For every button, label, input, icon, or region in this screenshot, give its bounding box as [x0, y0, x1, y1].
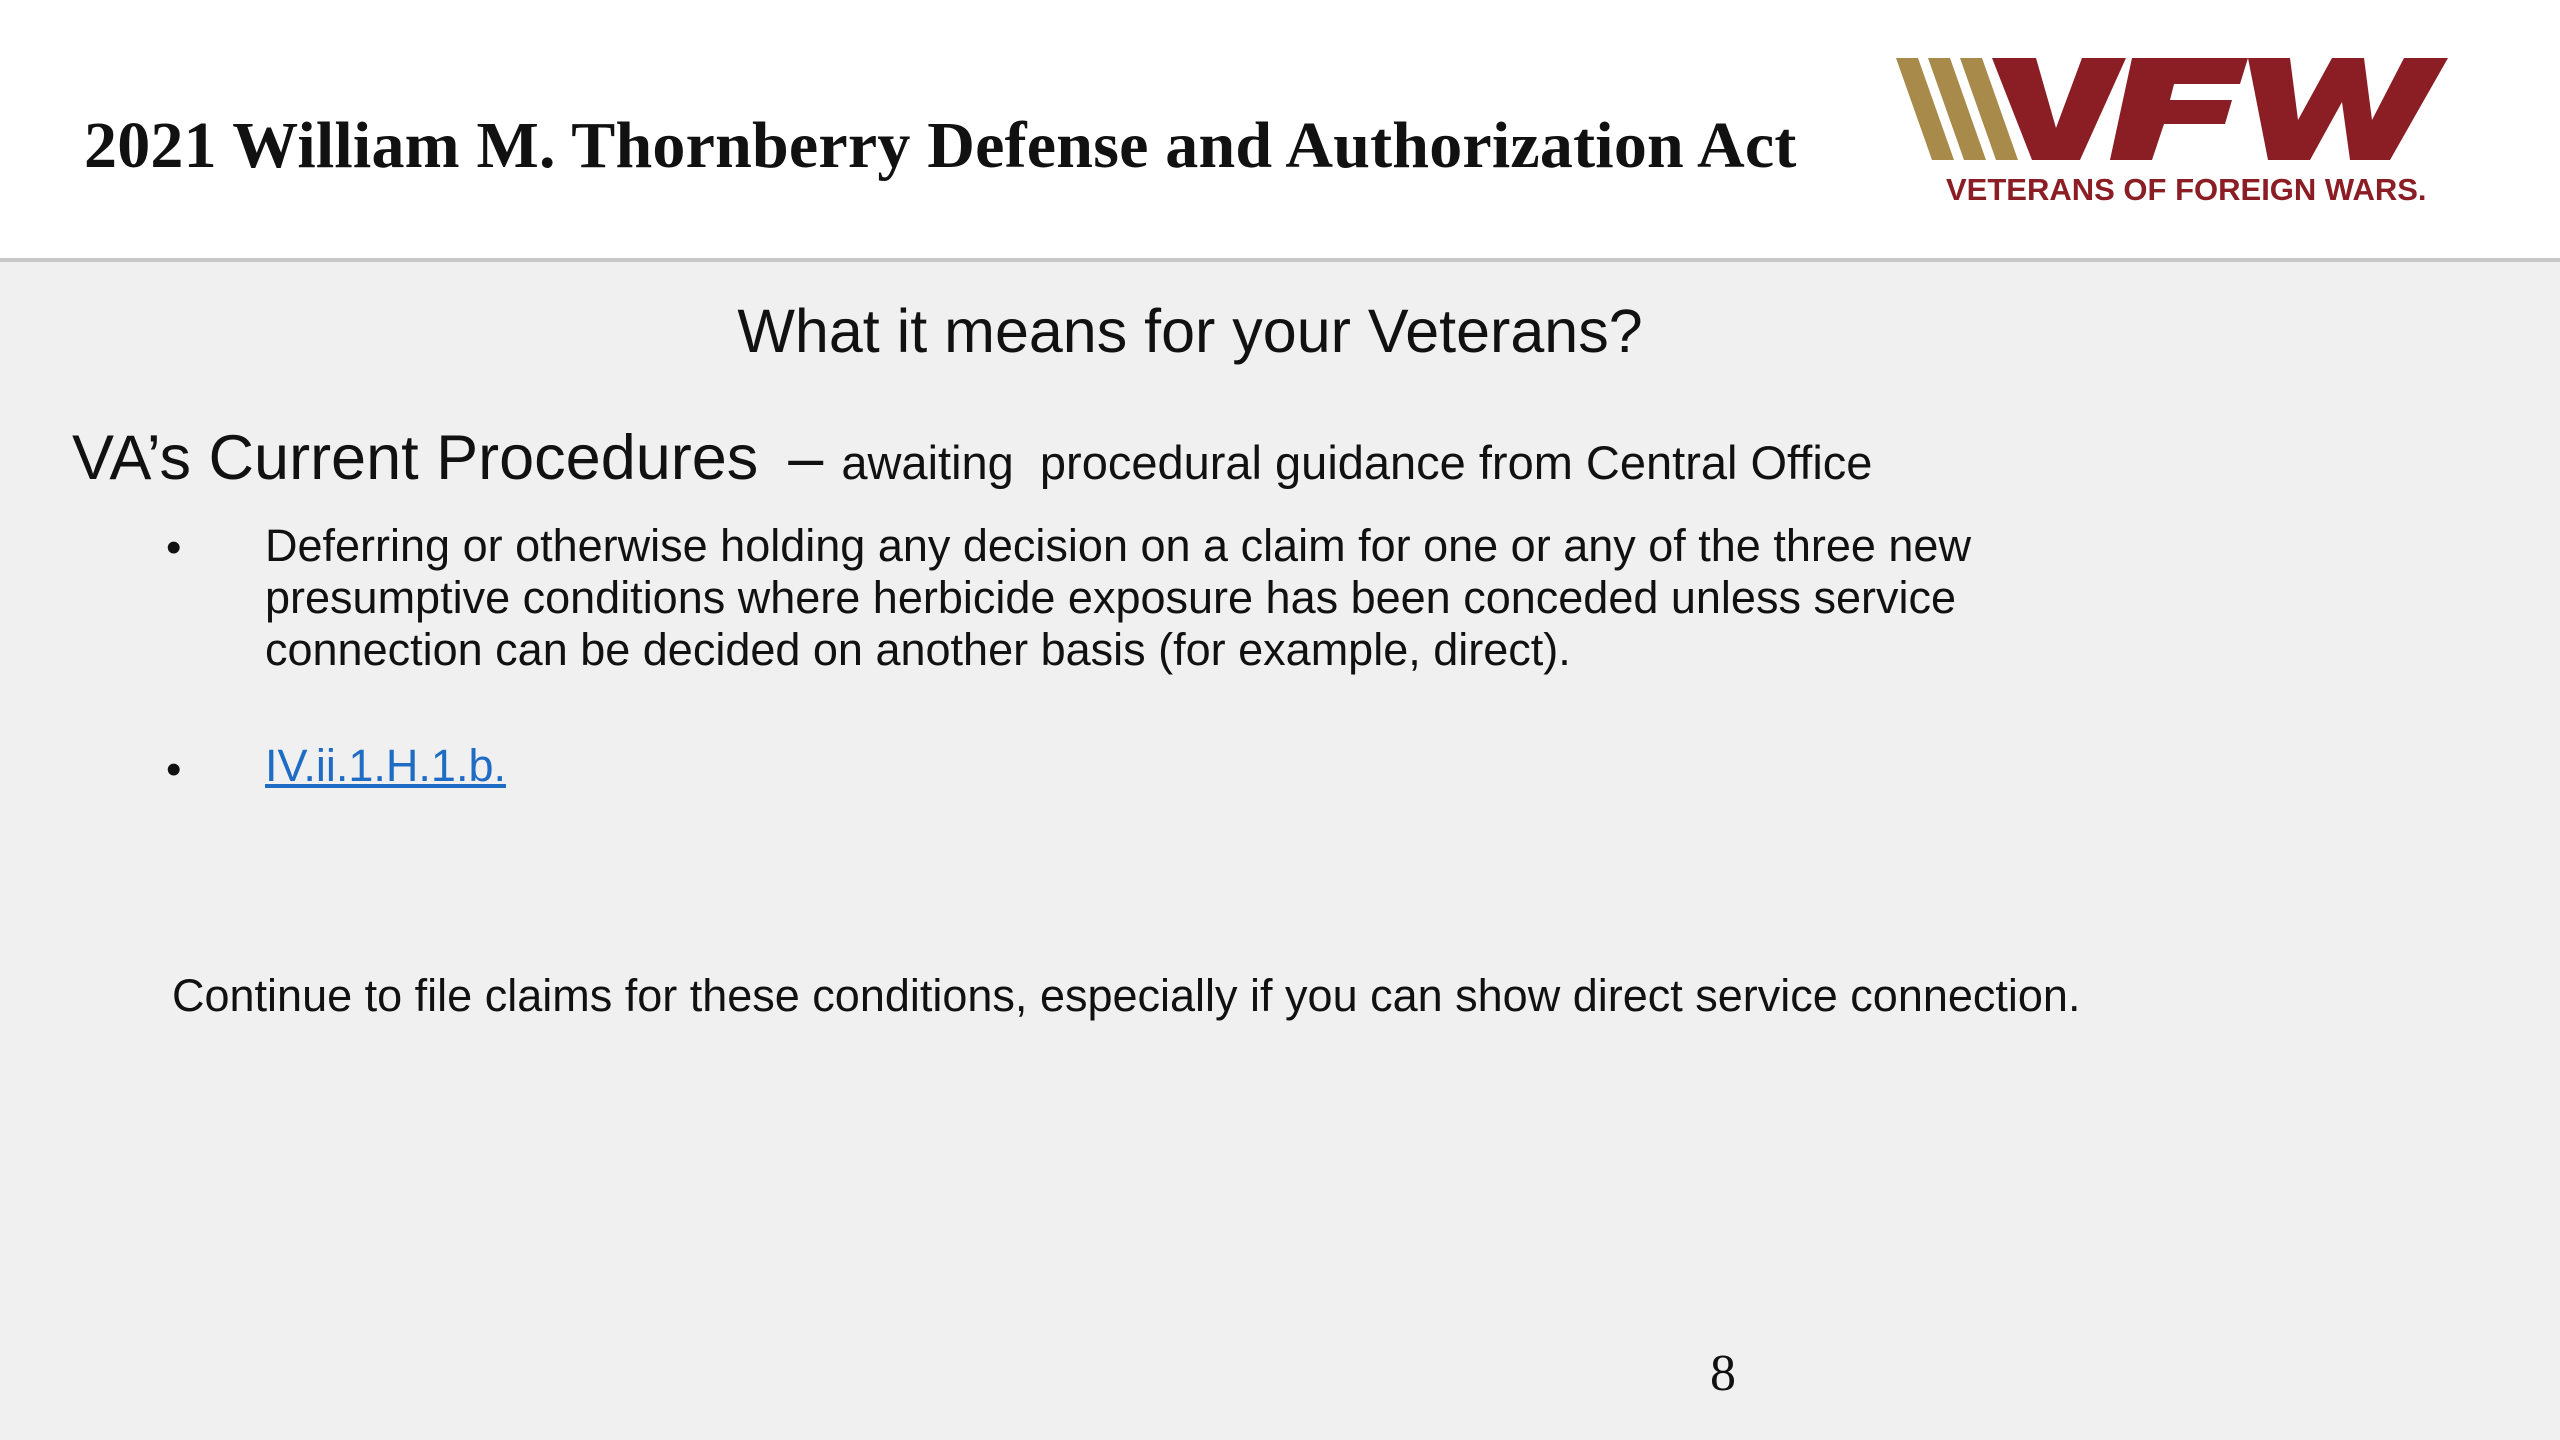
logo-letter-f [2110, 58, 2248, 160]
closing-statement: Continue to file claims for these conditions, especially if you can show direct service connection. [172, 970, 2081, 1021]
logo-tagline: VETERANS OF FOREIGN WARS. [1946, 172, 2427, 207]
section-heading-note: awaiting procedural guidance from Central Office [841, 436, 1873, 489]
section-heading-title: VA’s Current Procedures [72, 423, 759, 493]
section-heading-dash: – [788, 423, 824, 493]
slide-subtitle: What it means for your Veterans? [737, 297, 1643, 365]
logo-letter-w [2248, 58, 2448, 160]
bullet-marker: • [166, 523, 182, 572]
manual-reference-link[interactable]: IV.ii.1.H.1.b. [265, 740, 506, 791]
bullet-text: Deferring or otherwise holding any decision on a claim for one or any of the three new presumptive conditions where herbicide exposure has been conceded unless service connection can be decided on another basis (for example, direct). [265, 520, 1971, 675]
bullet-marker: • [166, 745, 182, 794]
section-heading [72, 422, 1872, 494]
vfw-logo [1896, 50, 2456, 215]
slide-title: 2021 William M. Thornberry Defense and Authorization Act [84, 109, 1797, 182]
slide-header [0, 0, 2560, 262]
page-number: 8 [1710, 1345, 1736, 1402]
